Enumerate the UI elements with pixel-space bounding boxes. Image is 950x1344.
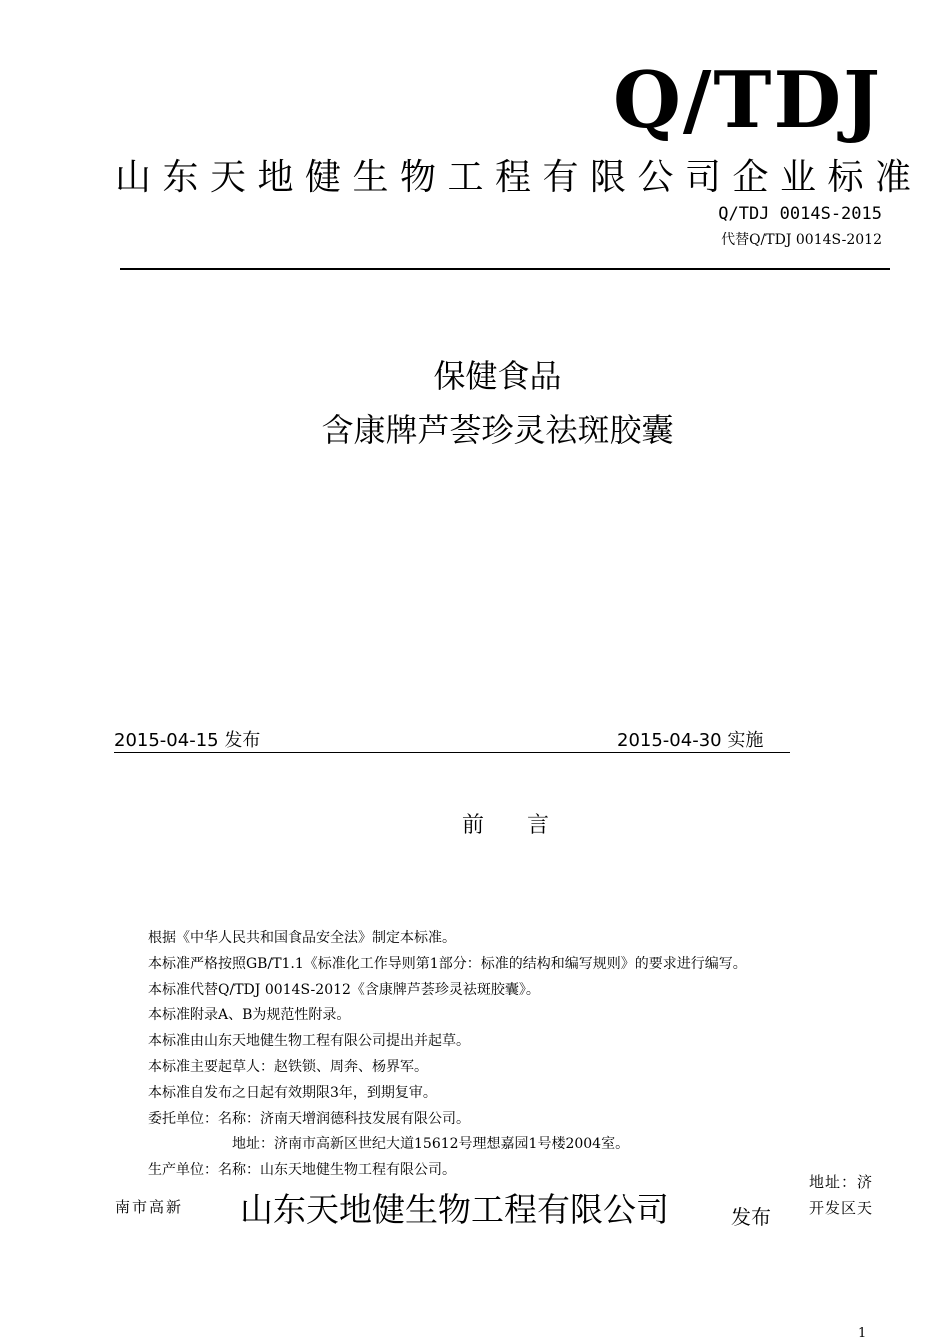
foreword-line: 本标准主要起草人：赵铁锁、周奔、杨界军。 (148, 1058, 428, 1075)
page-number: 1 (858, 1326, 867, 1341)
footer-address-line-2: 开发区天 (809, 1199, 874, 1217)
foreword-body (148, 926, 747, 1184)
footer-address-fragment: 南市高新 (115, 1198, 184, 1216)
standard-number: Q/TDJ 0014S-2015 (718, 204, 882, 224)
company-standard-title: 山东天地健生物工程有限公司企业标准 (115, 157, 923, 198)
foreword-line: 地址：济南市高新区世纪大道15612号理想嘉园1号楼2004室。 (232, 1136, 630, 1153)
foreword-line: 本标准自发布之日起有效期限3年，到期复审。 (148, 1084, 437, 1101)
header-divider (120, 268, 890, 270)
foreword-line: 本标准严格按照GB/T1.1《标准化工作导则第1部分：标准的结构和编写规则》的要求进行编写。 (148, 955, 747, 972)
foreword-line: 根据《中华人民共和国食品安全法》制定本标准。 (148, 930, 456, 946)
foreword-line: 本标准附录A、B为规范性附录。 (148, 1007, 351, 1024)
document-title-category: 保健食品 (433, 357, 562, 395)
replaced-standard: 代替Q/TDJ 0014S-2012 (721, 232, 882, 248)
footer-publish-label: 发布 (731, 1205, 771, 1229)
document-title-product: 含康牌芦荟珍灵祛斑胶囊 (321, 411, 674, 449)
foreword-line: 生产单位：名称：山东天地健生物工程有限公司。 (148, 1162, 456, 1179)
foreword-line: 本标准由山东天地健生物工程有限公司提出并起草。 (148, 1033, 470, 1050)
standard-code: Q/TDJ (612, 55, 882, 146)
foreword-heading: 前 言 (462, 813, 567, 838)
foreword-line: 本标准代替Q/TDJ 0014S-2012《含康牌芦荟珍灵祛斑胶囊》。 (148, 981, 540, 998)
date-line (114, 730, 790, 753)
footer-address-line-1: 地址：济 (809, 1173, 874, 1191)
foreword-line: 委托单位：名称：济南天增润德科技发展有限公司。 (148, 1110, 470, 1127)
footer-company-name: 山东天地健生物工程有限公司 (240, 1190, 669, 1229)
implement-date: 2015-04-30 实施 (617, 730, 764, 751)
publish-date: 2015-04-15 发布 (114, 730, 261, 751)
